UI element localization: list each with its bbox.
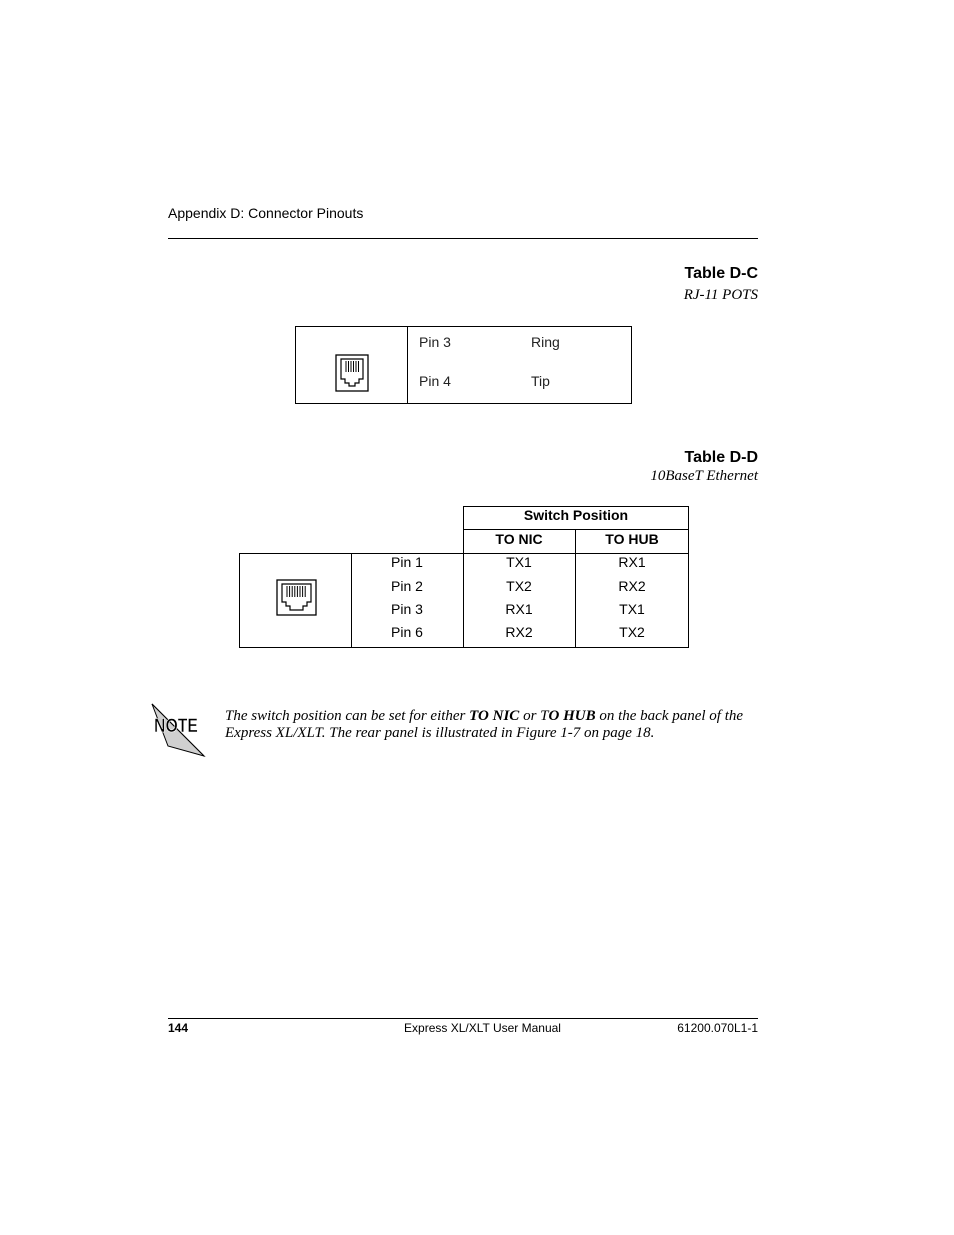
note-text: The switch position can be set for either TO NIC or TO HUB on the back panel of the Express XL/XLT. The rear panel is illustrated in Figure 1-7 on page 18. [225,708,744,741]
switch-position-header: Switch Position [523,507,629,523]
table-c-title: Table D-C [684,265,758,282]
footer-title: Express XL/XLT User Manual [404,1021,561,1035]
table-d-pin: Pin 2 [391,578,423,594]
table-d-to-nic: TX1 [506,554,532,570]
table-d-to-hub: TX2 [619,624,645,640]
table-d-subtitle: 10BaseT Ethernet [650,468,758,484]
table-d-title: Table D-D [684,449,758,466]
table-d-pin: Pin 1 [391,554,423,570]
table-d-to-hub: TX1 [619,601,645,617]
svg-text:NOTE: NOTE [154,716,198,737]
rj45-jack-icon [276,579,317,616]
header-rule [168,238,758,239]
table-c-divider [407,326,408,404]
table-c-signal: Tip [531,373,550,389]
note-bold-to-nic: TO NIC [469,708,520,724]
table-d-to-nic: RX2 [505,624,533,640]
page-number: 144 [168,1021,189,1035]
table-d-to-nic: TX2 [506,578,532,594]
table-c-pin: Pin 4 [419,373,451,389]
rj11-jack-icon [335,354,369,392]
table-c-signal: Ring [531,334,560,350]
note-bold-to-hub: O HUB [548,708,596,724]
table-d-header-rule [463,529,689,530]
table-c-subtitle: RJ-11 POTS [683,287,758,303]
table-d-pin: Pin 3 [391,601,423,617]
table-d-to-hub: RX2 [618,578,646,594]
col-header-to-hub: TO HUB [605,531,659,547]
note-icon [148,700,208,760]
table-c-pin: Pin 3 [419,334,451,350]
table-d-pin: Pin 6 [391,624,423,640]
footer-doc-id: 61200.070L1-1 [677,1021,758,1035]
running-header: Appendix D: Connector Pinouts [168,205,364,221]
table-d-to-hub: RX1 [618,554,646,570]
footer-rule [168,1018,758,1019]
table-d-to-nic: RX1 [505,601,533,617]
col-header-to-nic: TO NIC [495,531,543,547]
